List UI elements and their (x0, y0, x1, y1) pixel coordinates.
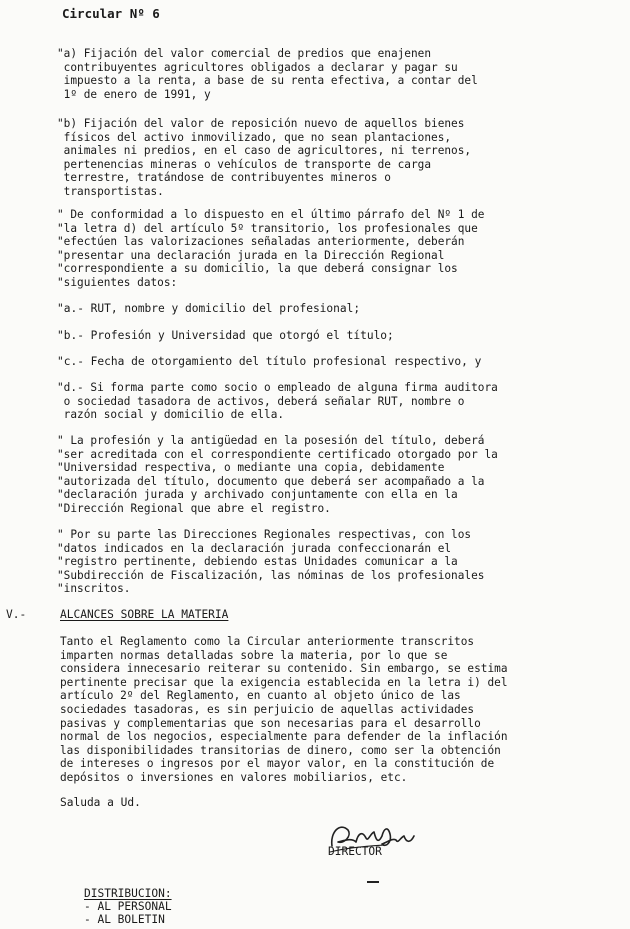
alcances-paragraph: Tanto el Reglamento como la Circular anteriormente transcritos imparten normas detalladas sobre la materia, por lo que se considera innecesario reiterar su contenido. Sin embargo, se estima pertinente precisar que la exigencia establecida en la letra i) del artículo 2º del Reglamento, en cuanto al objeto único de las sociedades tasadoras, es sin perjuicio de aquellas actividades pasivas y complementarias que son necesarias para el desarrollo normal de los negocios, especialmente para defender de la inflación las disponibilidades transitorias de dinero, como ser la obtención de intereses o ingresos por el mayor valor, en la constitución de depósitos o inversiones en valores mobiliarios, etc. (60, 635, 508, 784)
dato-a-line: "a.- RUT, nombre y domicilio del profesional; (57, 302, 361, 315)
dato-b-line: "b.- Profesión y Universidad que otorgó el título; (57, 329, 394, 342)
separator-dash (367, 881, 379, 883)
conformidad-paragraph: " De conformidad a lo dispuesto en el último párrafo del Nº 1 de "la letra d) del artículo 5º transitorio, los profesionales que "efectúen las valorizaciones señaladas anteriormente, deberán "presentar una declaración jurada en la Dirección Regional "correspondiente a su domicilio, la que deberá consignar los "siguientes datos: (57, 208, 485, 289)
section-numeral: V.- (6, 608, 27, 621)
signatory-title: DIRECTOR (328, 845, 382, 858)
dato-d-paragraph: "d.- Si forma parte como socio o empleado de alguna firma auditora o sociedad tasadora de activos, deberá señalar RUT, nombre o razón social y domicilio de ella. (57, 381, 498, 422)
item-a-paragraph: "a) Fijación del valor comercial de predios que enajenen contribuyentes agricultores obligados a declarar y pagar su impuesto a la renta, a base de su renta efectiva, a contar del 1º de enero de 1991, y (57, 47, 478, 101)
closing-salutation: Saluda a Ud. (60, 796, 141, 809)
distribution-item: - AL PERSONAL (84, 900, 172, 913)
distribution-title: DISTRIBUCION: (84, 887, 172, 900)
circular-number-header: Circular Nº 6 (62, 6, 160, 21)
direcciones-paragraph: " Por su parte las Direcciones Regionales respectivas, con los "datos indicados en la declaración jurada confeccionarán el "registro pertinente, debiendo estas Unidades comunicar a la "Subdirección de Fiscalización, las nóminas de los profesionales "inscritos. (57, 528, 485, 596)
dato-c-line: "c.- Fecha de otorgamiento del título profesional respectivo, y (57, 355, 482, 368)
distribution-item: - AL BOLETIN (84, 913, 165, 926)
item-b-paragraph: "b) Fijación del valor de reposición nuevo de aquellos bienes físicos del activo inmovilizado, que no sean plantaciones, animales ni predios, en el caso de agricultores, ni terrenos, pertenencias mineras o vehículos de transporte de carga terrestre, tratándose de contribuyentes mineros o transportistas. (57, 117, 472, 198)
section-title: ALCANCES SOBRE LA MATERIA (60, 608, 229, 621)
profesion-paragraph: " La profesión y la antigüedad en la posesión del título, deberá "ser acreditada con el correspondiente certificado otorgado por la "Universidad respectiva, o mediante una copia, debidamente "autorizada del título, documento que deberá ser acompañado a la "declaración jurada y archivado conjuntamente con ella en la "Dirección Regional que abre el registro. (57, 434, 498, 515)
